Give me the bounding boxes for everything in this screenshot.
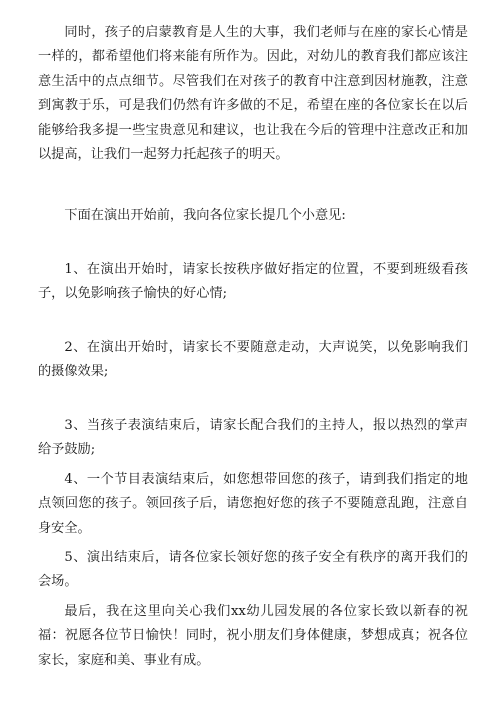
paragraph-suggestion-5: 5、演出结束后，请各位家长领好您的孩子安全有秩序的离开我们的会场。 bbox=[38, 550, 468, 590]
paragraph-suggestion-3: 3、当孩子表演结束后，请家长配合我们的主持人，报以热烈的掌声给予鼓励; bbox=[38, 418, 468, 458]
paragraph-suggestion-4: 4、一个节目表演结束后，如您想带回您的孩子，请到我们指定的地点领回您的孩子。领回孩子后，请您抱好您的孩子不要随意乱跑，注意自身安全。 bbox=[38, 472, 468, 536]
paragraph-intro: 同时，孩子的启蒙教育是人生的大事，我们老师与在座的家长心情是一样的，都希望他们将来能有所作为。因此，对幼儿的教育我们都应该注意生活中的点点细节。尽管我们在对孩子的教育中注意到因材施教，注意到寓教于乐，可是我们仍然有许多做的不足，希望在座的各位家长在以后能够给我多提一些宝贵意见和建议，也让我在今后的管理中注意改正和加以提高，让我们一起努力托起孩子的明天。 bbox=[38, 25, 468, 163]
paragraph-suggestions-lead: 下面在演出开始前，我向各位家长提几个小意见: bbox=[64, 208, 346, 223]
paragraph-closing-wishes: 最后，我在这里向关心我们xx幼儿园发展的各位家长致以新春的祝福：祝愿各位节日愉快！同时，祝小朋友们身体健康，梦想成真；祝各位家长，家庭和美、事业有成。 bbox=[38, 604, 468, 668]
paragraph-suggestion-2: 2、在演出开始时，请家长不要随意走动，大声说笑，以免影响我们的摄像效果; bbox=[38, 340, 468, 380]
paragraph-suggestion-1: 1、在演出开始时，请家长按秩序做好指定的位置，不要到班级看孩子，以免影响孩子愉快的好心情; bbox=[38, 262, 468, 302]
